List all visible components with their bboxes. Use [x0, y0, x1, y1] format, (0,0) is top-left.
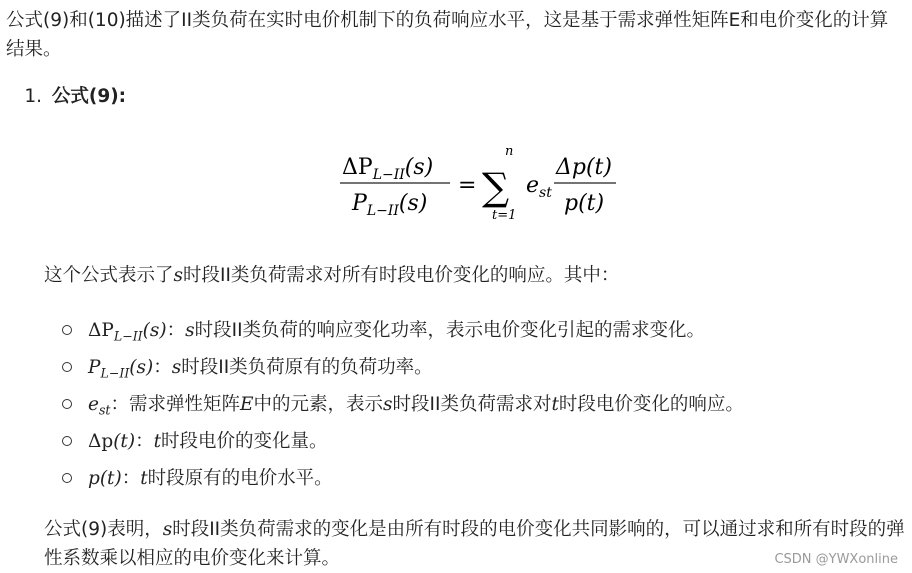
formula-lhs-denominator: $P_{L-II}(s)$: [352, 191, 428, 219]
watermark: CSDN @YWXonline: [774, 552, 898, 567]
formula-sum: ∑: [482, 165, 510, 209]
list-label: 公式(9):: [51, 86, 127, 107]
formula-sum-bottom: t=1: [492, 208, 517, 223]
bullet-circle-icon: [62, 362, 72, 372]
formula-description: 这个公式表示了s时段II类负荷需求对所有时段电价变化的响应。其中：: [44, 265, 620, 286]
list-number: 1.: [24, 86, 42, 107]
list-item-formula-9: [6, 83, 126, 111]
bullet-circle-icon: [62, 436, 72, 446]
variable-item: $e_{st}$：需求弹性矩阵E中的元素，表示s时段II类负荷需求对t时段电价变化的响应。: [44, 386, 744, 423]
formula-coef: $e_{st}$: [526, 173, 552, 201]
variable-item: $\Delta P_{L-II}(s)$：s时段II类负荷的响应变化功率，表示电价变化引起的需求变化。: [44, 312, 744, 349]
variable-item: p(t)：t时段原有的电价水平。: [44, 460, 744, 497]
bullet-circle-icon: [62, 325, 72, 335]
variable-item: Δp(t)：t时段电价的变化量。: [44, 423, 744, 460]
formula-rhs-denominator: p(t): [564, 191, 605, 216]
bullet-circle-icon: [62, 473, 72, 483]
summary-paragraph: 公式(9)表明，s时段II类负荷需求的变化是由所有时段的电价变化共同影响的，可以通过求和所有时段的弹性系数乘以相应的电价变化来计算。: [44, 519, 905, 569]
bullet-circle-icon: [62, 399, 72, 409]
formula-rhs-numerator: Δp(t): [556, 155, 612, 180]
variable-list: [44, 312, 744, 497]
formula-lhs-numerator: $\Delta P_{L-II}(s)$: [342, 155, 434, 183]
formula-sum-top: n: [505, 144, 514, 159]
formula-equals: =: [458, 173, 477, 198]
formula-9: [340, 142, 630, 224]
variable-item: $P_{L-II}(s)$：s时段II类负荷原有的负荷功率。: [44, 349, 744, 386]
intro-paragraph: 公式(9)和(10)描述了II类负荷在实时电价机制下的负荷响应水平，这是基于需求弹性矩阵E和电价变化的计算结果。: [6, 10, 889, 60]
